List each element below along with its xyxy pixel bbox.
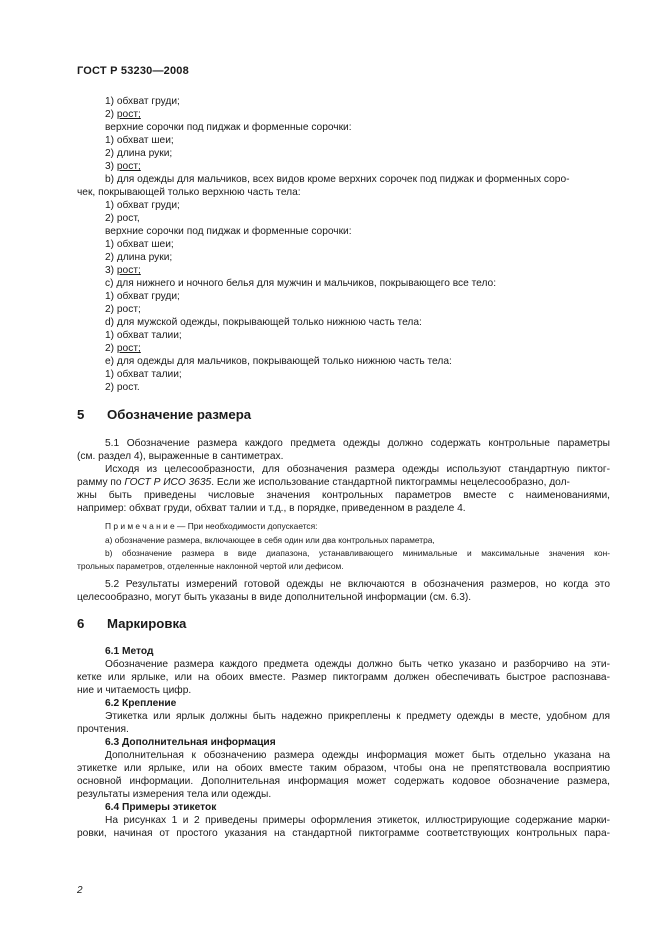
list-item: 2) рост; <box>105 109 141 120</box>
list-item: 1) обхват шеи; <box>105 135 174 146</box>
paragraph-line: жны быть приведены числовые значения контрольных параметров вместе с наименованиями, <box>77 490 610 501</box>
list-item: c) для нижнего и ночного белья для мужчин и мальчиков, покрывающего все тело: <box>105 278 497 289</box>
standard-reference: ГОСТ Р ИСО 3635 <box>124 477 212 488</box>
note-item: трольных параметров, отделенные наклонной чертой или дефисом. <box>77 561 344 571</box>
paragraph-line: основной информации. Дополнительная информация может содержать кодовое обозначение размера, <box>77 776 610 787</box>
list-item: 1) обхват талии; <box>105 330 182 341</box>
section-heading: 6 Маркировка <box>77 616 187 631</box>
paragraph-line: Исходя из целесообразности, для обозначения размера одежды используют стандартную пиктог- <box>105 464 610 475</box>
paragraph-line: 5.2 Результаты измерений готовой одежды не включаются в обозначения размеров, но когда это <box>105 579 610 590</box>
list-item: e) для одежды для мальчиков, покрывающей только нижнюю часть тела: <box>105 356 452 367</box>
section-heading: 5 Обозначение размера <box>77 407 252 422</box>
paragraph-line: ровки, начиная от простого указания на стандартной пиктограмме соответствующих контрольных пара- <box>77 828 610 839</box>
paragraph-line: На рисунках 1 и 2 приведены примеры оформления этикеток, иллюстрирующие содержание марки- <box>105 815 610 826</box>
note-item: а) обозначение размера, включающее в себя один или два контрольных параметра, <box>105 535 435 545</box>
paragraph-line: Этикетка или ярлык должны быть надежно прикреплены к предмету одежды в месте, удобном для <box>105 711 610 722</box>
list-item: 2) длина руки; <box>105 252 173 263</box>
paragraph-line: кетке или ярлыке, или на обоих вместе. Размер пиктограмм должен обеспечивать быстрое распознава- <box>77 672 610 683</box>
list-item: b) для одежды для мальчиков, всех видов кроме верхних сорочек под пиджак и форменных соро- <box>105 174 570 185</box>
subsection-heading: 6.3 Дополнительная информация <box>105 737 276 748</box>
paragraph-line: ние и читаемость цифр. <box>77 685 192 696</box>
list-item: 2) длина руки; <box>105 148 173 159</box>
list-item: 1) обхват шеи; <box>105 239 174 250</box>
list-item: 3) рост; <box>105 265 141 276</box>
list-item: 2) рост; <box>105 343 141 354</box>
page-number: 2 <box>77 885 83 896</box>
list-item: 2) рост; <box>105 304 141 315</box>
list-subheading: верхние сорочки под пиджак и форменные сорочки: <box>105 226 352 237</box>
list-item: 3) рост; <box>105 161 141 172</box>
paragraph-line: (см. раздел 4), выраженные в сантиметрах. <box>77 451 284 462</box>
note-heading: П р и м е ч а н и е — При необходимости допускается: <box>105 521 318 531</box>
list-item: чек, покрывающей только верхнюю часть тела: <box>77 187 301 198</box>
note-item: b) обозначение размера в виде диапазона, устанавливающего минимальные и максимальные значения кон- <box>105 548 610 558</box>
list-subheading: верхние сорочки под пиджак и форменные сорочки: <box>105 122 352 133</box>
document-header: ГОСТ Р 53230—2008 <box>77 65 189 77</box>
list-item: 2) рост. <box>105 382 140 393</box>
paragraph-line: рамму по ГОСТ Р ИСО 3635. Если же использование стандартной пиктограммы нецелесообразно, дол- <box>77 477 570 488</box>
subsection-heading: 6.1 Метод <box>105 646 154 657</box>
list-item: 1) обхват груди; <box>105 96 180 107</box>
paragraph-line: этикетке или ярлыке, или на обоих вместе таким образом, чтобы она не препятствовала восприятию <box>77 763 610 774</box>
list-item: 2) рост, <box>105 213 140 224</box>
paragraph-line: Дополнительная к обозначению размера одежды информация может быть отдельно указана на <box>105 750 610 761</box>
paragraph-line: Обозначение размера каждого предмета одежды должно быть четко указано и разборчиво на эти- <box>105 659 610 670</box>
paragraph-line: результаты измерения тела или одежды. <box>77 789 272 800</box>
list-item: 1) обхват груди; <box>105 200 180 211</box>
subsection-heading: 6.2 Крепление <box>105 698 177 709</box>
list-item: 1) обхват груди; <box>105 291 180 302</box>
paragraph-line: 5.1 Обозначение размера каждого предмета одежды должно содержать контрольные параметры <box>105 438 610 449</box>
paragraph-line: прочтения. <box>77 724 129 735</box>
list-item: d) для мужской одежды, покрывающей только нижнюю часть тела: <box>105 317 422 328</box>
list-item: 1) обхват талии; <box>105 369 182 380</box>
paragraph-line: целесообразно, могут быть указаны в виде дополнительной информации (см. 6.3). <box>77 592 472 603</box>
paragraph-line: например: обхват груди, обхват талии и т.д., в порядке, приведенном в разделе 4. <box>77 503 466 514</box>
subsection-heading: 6.4 Примеры этикеток <box>105 802 217 813</box>
